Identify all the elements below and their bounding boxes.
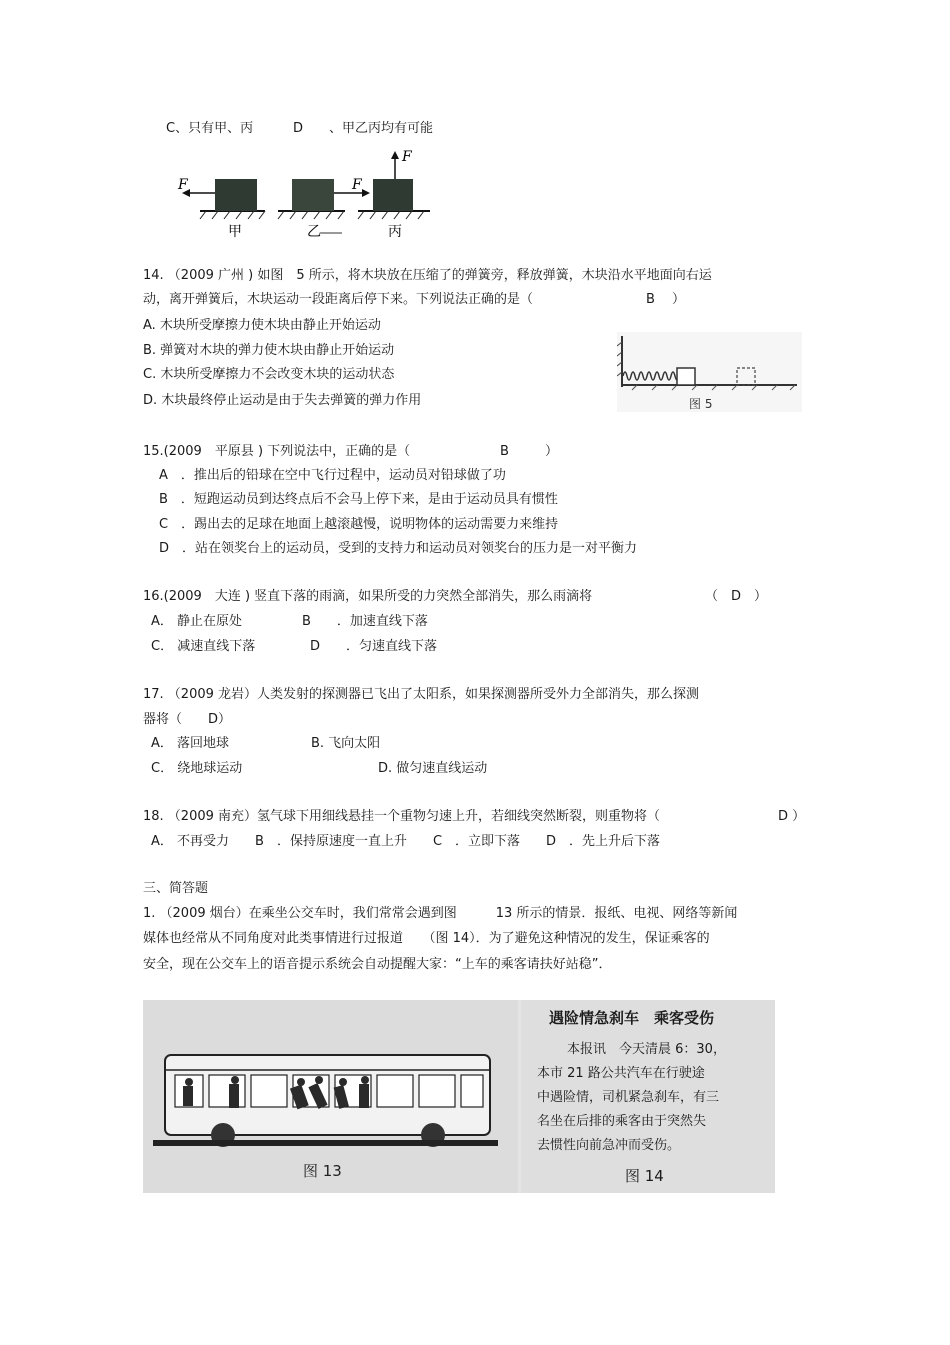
force-label-yi: F xyxy=(352,177,362,193)
news-title: 遇险情急刹车 乘客受伤 xyxy=(549,1009,715,1027)
news-line-2: 本市 21 路公共汽车在行驶途 xyxy=(537,1066,705,1081)
figure-14-caption: 图 14 xyxy=(625,1167,664,1185)
force-label-bing: F xyxy=(402,149,412,165)
q14-option-d: D. 木块最终停止运动是由于失去弹簧的弹力作用 xyxy=(143,393,422,408)
q16-option-d: D ．匀速直线下落 xyxy=(310,639,438,654)
q18-answer: D ） xyxy=(778,809,806,824)
q16-answer: （ D ） xyxy=(705,589,768,604)
q15-option-a: A ．推出后的铅球在空中飞行过程中，运动员对铅球做了功 xyxy=(159,468,506,483)
figure-label-jia: 甲 xyxy=(228,224,242,240)
q17-option-c: C． 绕地球运动 xyxy=(151,761,243,776)
q16-stem: 16.(2009 大连 ) 竖直下落的雨滴，如果所受的力突然全部消失，那么雨滴将 xyxy=(143,589,593,604)
force-label-jia: F xyxy=(178,177,188,193)
figure-5-spring xyxy=(617,332,802,412)
figure-13-bus xyxy=(143,1000,518,1193)
q17-stem-line1: 17. （2009 龙岩）人类发射的探测器已飞出了太阳系，如果探测器所受外力全部消失，那么探测 xyxy=(143,687,700,702)
figure-5-caption: 图 5 xyxy=(689,397,713,411)
q15-option-d: D ．站在领奖台上的运动员，受到的支持力和运动员对领奖台的压力是一对平衡力 xyxy=(159,541,638,556)
section-3-q1-line1: 1. （2009 烟台）在乘坐公交车时，我们常常会遇到图 13 所示的情景．报纸、电视、网络等新闻 xyxy=(143,906,738,921)
q15-option-b: B ．短跑运动员到达终点后不会马上停下来，是由于运动员具有惯性 xyxy=(159,492,558,507)
q13-force-figure xyxy=(170,145,440,240)
q13-option-d: D 、甲乙丙均有可能 xyxy=(293,121,434,136)
q15-close: ） xyxy=(545,444,559,459)
figure-label-bing: 丙 xyxy=(388,224,402,240)
q14-stem-line2: 动，离开弹簧后，木块运动一段距离后停下来。下列说法正确的是（ xyxy=(143,292,534,307)
q16-option-a: A． 静止在原处 xyxy=(151,614,243,629)
figure-13-caption: 图 13 xyxy=(303,1162,342,1180)
q14-close: ） xyxy=(672,292,686,307)
q14-stem-line1: 14. （2009 广州 ) 如图 5 所示，将木块放在压缩了的弹簧旁，释放弹簧，木块沿水平地面向右运 xyxy=(143,268,712,283)
q16-option-c: C． 减速直线下落 xyxy=(151,639,256,654)
section-3-q1-line3: 安全，现在公交车上的语音提示系统会自动提醒大家：“上车的乘客请扶好站稳”． xyxy=(143,957,612,972)
q17-option-d: D. 做匀速直线运动 xyxy=(378,761,488,776)
q15-stem: 15.(2009 平原县 ) 下列说法中，正确的是（ xyxy=(143,444,411,459)
q15-answer: B xyxy=(500,444,509,459)
news-line-3: 中遇险情，司机紧急刹车，有三 xyxy=(537,1090,720,1105)
figure-13-14-panel xyxy=(143,1000,775,1193)
q18-options: A． 不再受力 B ．保持原速度一直上升 C ．立即下落 D ．先上升后下落 xyxy=(151,834,661,849)
q14-option-b: B. 弹簧对木块的弹力使木块由静止开始运动 xyxy=(143,343,395,358)
section-3-heading: 三、简答题 xyxy=(143,881,209,896)
news-line-5: 去惯性向前急冲而受伤。 xyxy=(537,1138,681,1153)
q17-option-b: B. 飞向太阳 xyxy=(311,736,381,751)
q15-option-c: C ．踢出去的足球在地面上越滚越慢，说明物体的运动需要力来维持 xyxy=(159,517,559,532)
q14-option-c: C. 木块所受摩擦力不会改变木块的运动状态 xyxy=(143,367,395,382)
q14-option-a: A. 木块所受摩擦力使木块由静止开始运动 xyxy=(143,318,381,333)
news-line-1: 本报讯 今天清晨 6：30， xyxy=(567,1042,726,1057)
q18-stem: 18. （2009 南充）氢气球下用细线悬挂一个重物匀速上升，若细线突然断裂，则重物将（ xyxy=(143,809,661,824)
q16-option-b: B ．加速直线下落 xyxy=(302,614,428,629)
q14-answer: B xyxy=(646,292,655,307)
news-line-4: 名坐在后排的乘客由于突然失 xyxy=(537,1114,707,1129)
q17-stem-line2: 器将（ D） xyxy=(143,712,232,727)
figure-label-yi: 乙 xyxy=(307,224,321,240)
q17-option-a: A． 落回地球 xyxy=(151,736,230,751)
section-3-q1-line2: 媒体也经常从不同角度对此类事情进行过报道 （图 14）．为了避免这种情况的发生，保证乘客的 xyxy=(143,931,710,946)
q13-option-c: C、只有甲、丙 xyxy=(166,121,254,136)
figure-14-news xyxy=(521,1000,775,1193)
